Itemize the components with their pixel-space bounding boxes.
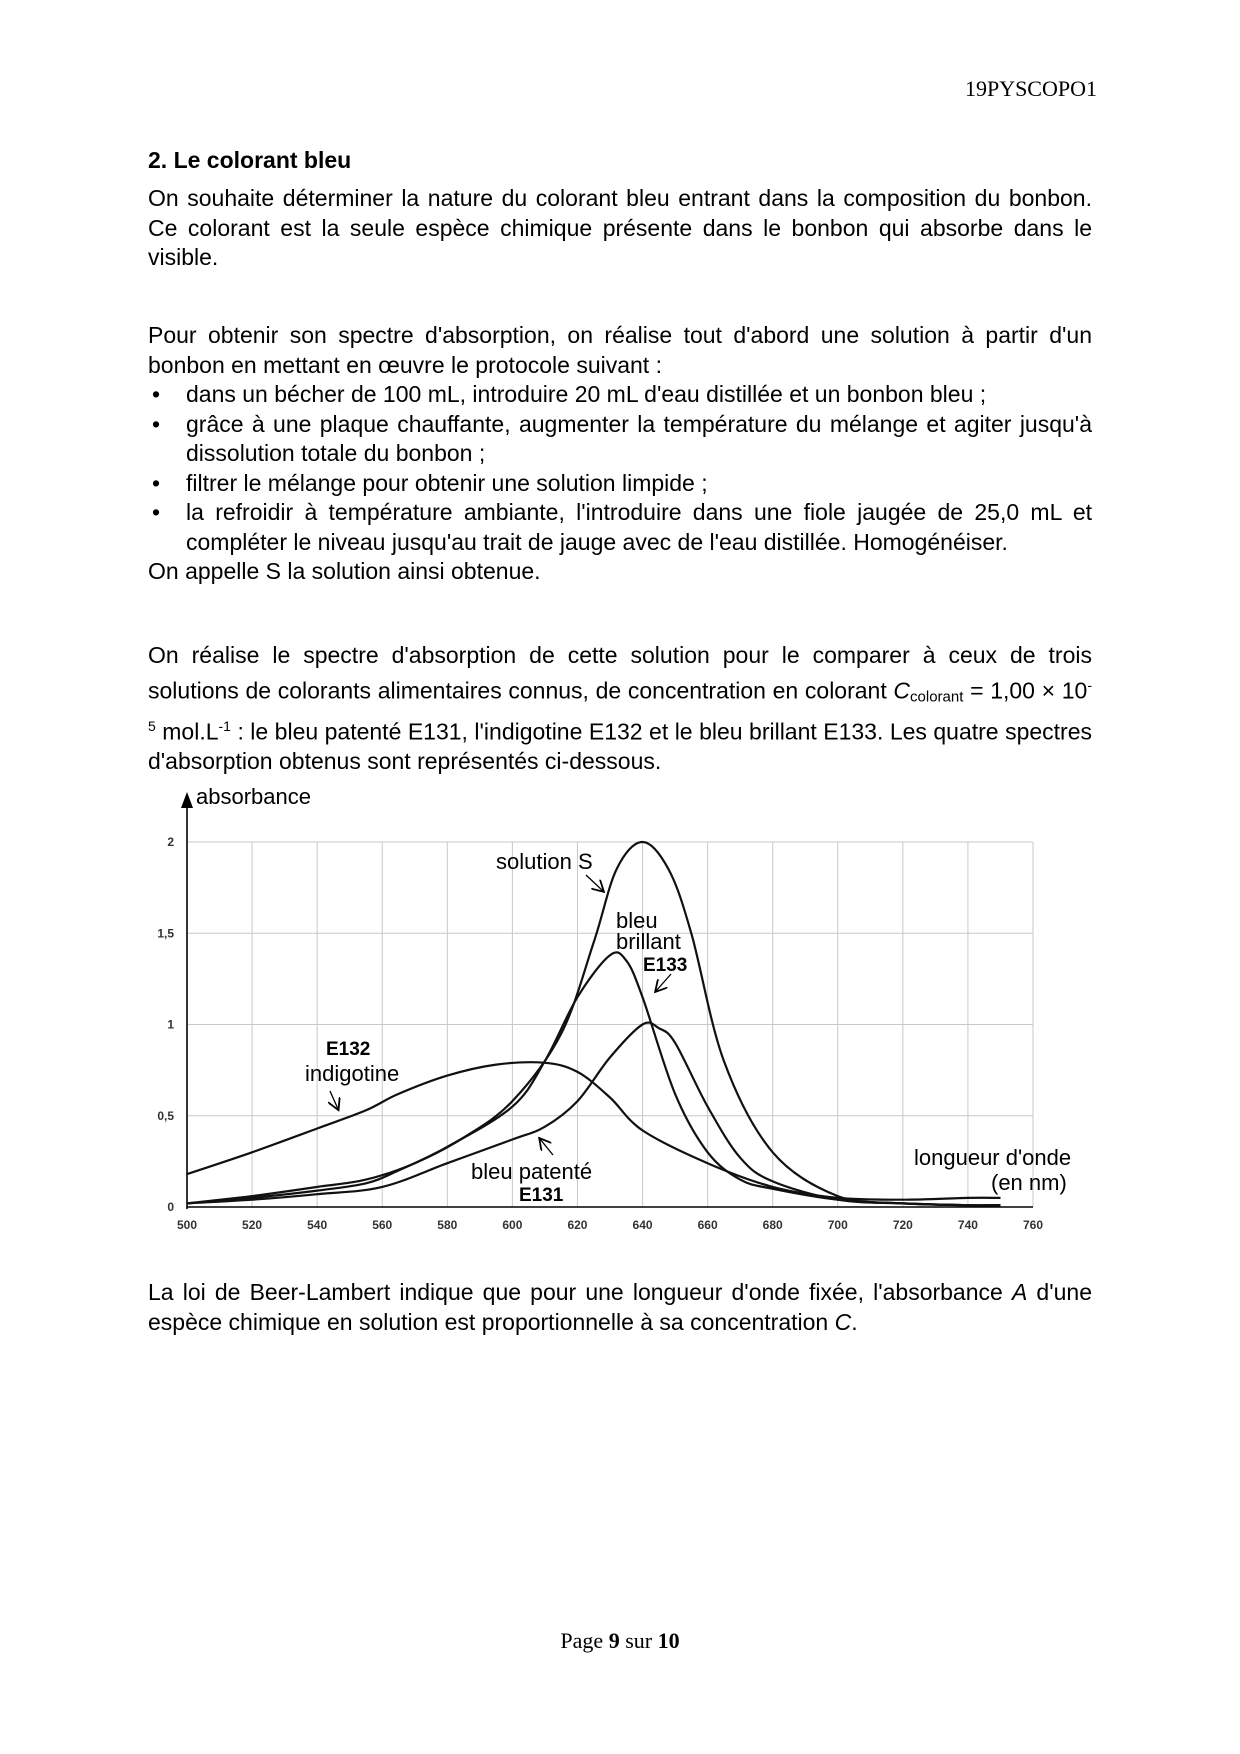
arrow-e132 — [330, 1091, 338, 1109]
y-tick-label: 1 — [167, 1017, 174, 1032]
x-tick-label: 700 — [827, 1218, 848, 1232]
label-brillant: brillant — [616, 929, 681, 954]
label-indigotine: indigotine — [305, 1061, 400, 1086]
x-tick-label: 640 — [632, 1218, 653, 1232]
intro-paragraph — [148, 184, 1092, 273]
label-e133: E133 — [643, 955, 688, 976]
spectra-paragraph — [148, 641, 1092, 776]
x-tick-label: 560 — [372, 1218, 393, 1232]
spectra-text: On réalise le spectre d'absorption de cette solution pour le comparer à ceux de trois solutions de colorants alimentaires connus, de concentration en colorant $C_{colorant} = 1,00 \times 10^{-5}$ $mol.L^{-1}$ : le bleu patenté E131, l'indigotine E132 et le bleu brillant E133. Les quatre spectres d'absorption obtenus sont représentés ci-dessous. — [148, 642, 1092, 774]
curve-solution-s — [187, 842, 1001, 1205]
y-axis-arrow — [181, 792, 193, 808]
y-tick-label: 2 — [167, 835, 174, 849]
protocol-step: • la refroidir à température ambiante, l'introduire dans une fiole jaugée de 25,0 mL et compléter le niveau jusqu'au trait de jauge avec de l'eau distillée. Homogénéiser. — [148, 498, 1092, 557]
chart-curves — [187, 842, 1001, 1205]
label-e132: E132 — [326, 1039, 371, 1060]
protocol-steps — [148, 380, 1092, 557]
label-bleu: bleu — [616, 908, 658, 933]
x-tick-label: 680 — [762, 1218, 783, 1232]
x-tick-label: 500 — [176, 1218, 198, 1232]
label-bleu-patente: bleu patenté — [471, 1159, 593, 1184]
x-tick-label: 740 — [957, 1218, 978, 1232]
y-tick-label: 0 — [167, 1200, 174, 1214]
x-tick-label: 620 — [567, 1218, 588, 1232]
page-footer: Page 9 sur 10 — [560, 1628, 680, 1653]
curve-bleu-patente-e131 — [187, 1023, 1001, 1206]
chart-grid — [187, 842, 1033, 1207]
x-tick-label: 540 — [307, 1218, 328, 1232]
protocol-step: • filtrer le mélange pour obtenir une solution limpide ; — [148, 469, 1092, 499]
label-solution-s: solution S — [496, 849, 593, 874]
exam-code: 19PYSCOPO1 — [964, 76, 1097, 101]
protocol-step: • dans un bécher de 100 mL, introduire 20 mL d'eau distillée et un bonbon bleu ; — [148, 380, 1092, 410]
arrow-solution-s — [586, 875, 603, 891]
x-tick-label: 580 — [437, 1218, 458, 1232]
protocol-step: • grâce à une plaque chauffante, augmenter la température du mélange et agiter jusqu'à dissolution totale du bonbon ; — [148, 410, 1092, 469]
label-e131: E131 — [519, 1185, 564, 1206]
protocol-intro: Pour obtenir son spectre d'absorption, on réalise tout d'abord une solution à partir d'un bonbon en mettant en œuvre le protocole suivant : — [148, 322, 1092, 378]
arrow-e131 — [540, 1139, 553, 1155]
y-tick-label: 1,5 — [157, 926, 174, 941]
protocol-outro: On appelle S la solution ainsi obtenue. — [148, 558, 541, 584]
x-tick-label: 720 — [892, 1218, 913, 1232]
absorption-spectra-chart — [140, 780, 1100, 1250]
section-title: 2. Le colorant bleu — [148, 147, 352, 173]
x-axis-label-line1: longueur d'onde — [914, 1145, 1072, 1170]
beer-lambert-paragraph — [148, 1278, 1092, 1337]
protocol-block — [148, 321, 1092, 587]
chart-ticks — [157, 835, 1043, 1232]
x-tick-label: 760 — [1022, 1218, 1044, 1232]
x-tick-label: 520 — [242, 1218, 263, 1232]
beer-lambert-text: La loi de Beer-Lambert indique que pour une longueur d'onde fixée, l'absorbance A d'une espèce chimique en solution est proportionnelle à sa concentration C. — [148, 1279, 1092, 1335]
x-tick-label: 600 — [502, 1218, 523, 1232]
y-tick-label: 0,5 — [157, 1108, 174, 1123]
x-axis-label-line2: (en nm) — [991, 1170, 1067, 1195]
intro-text: On souhaite déterminer la nature du colorant bleu entrant dans la composition du bonbon. Ce colorant est la seule espèce chimique présente dans le bonbon qui absorbe dans le visible. — [148, 185, 1092, 270]
chart-axes — [181, 792, 1033, 1209]
y-axis-label: absorbance — [196, 784, 311, 809]
x-tick-label: 660 — [697, 1218, 718, 1232]
arrow-e133 — [656, 974, 671, 991]
